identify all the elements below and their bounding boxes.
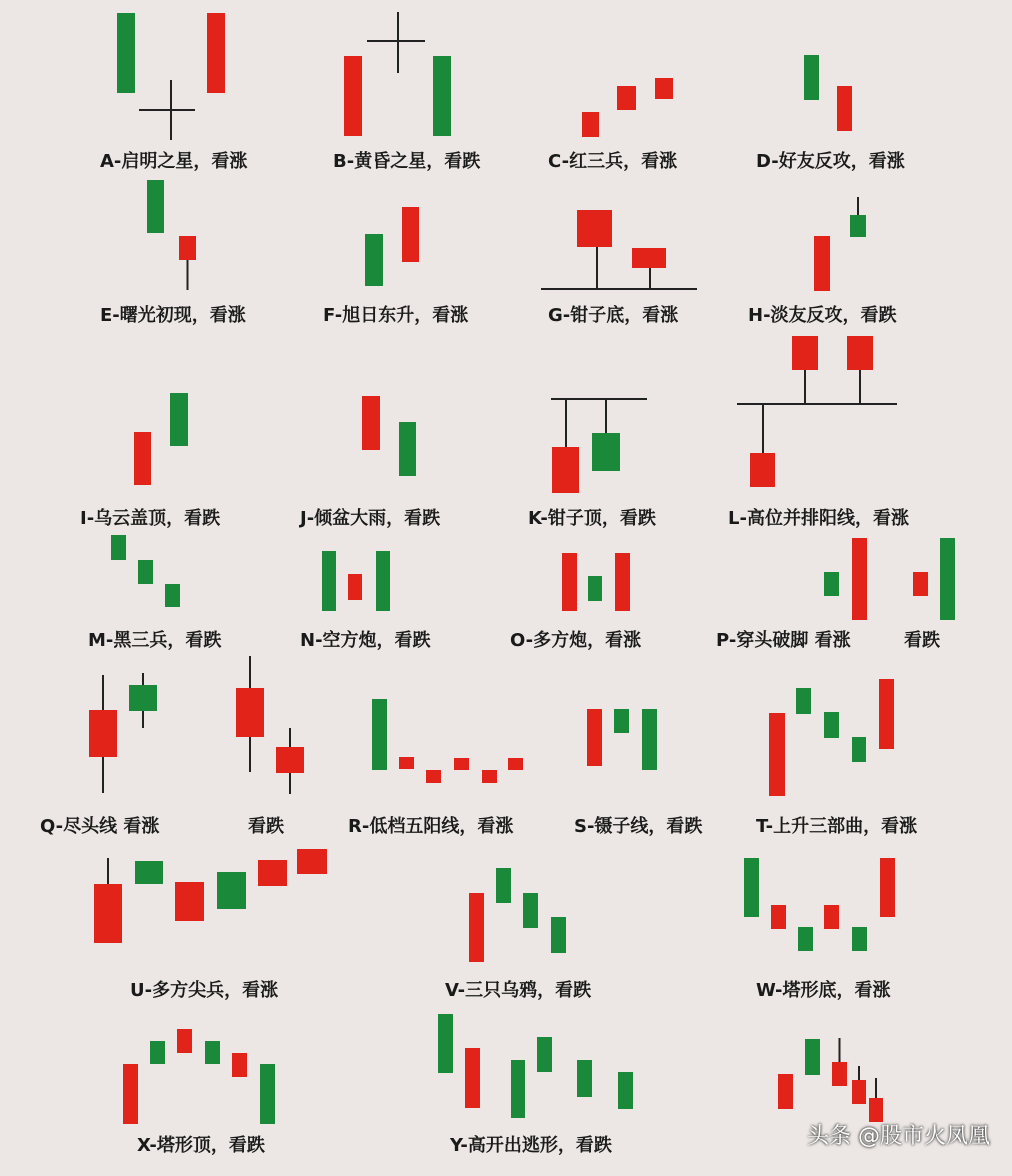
- caption-y: Y-高开出逃形，看跌: [450, 1135, 612, 1156]
- caption-f: F-旭日东升，看涨: [323, 305, 469, 326]
- bullish-candle-r: [454, 758, 469, 770]
- bullish-candle-w: [824, 905, 839, 929]
- bearish-candle-v: [523, 893, 538, 928]
- bearish-candle-w: [798, 927, 813, 951]
- bullish-candle-x: [232, 1053, 247, 1077]
- bullish-candle-a: [207, 13, 225, 93]
- caption-i: I-乌云盖顶，看跌: [80, 508, 221, 529]
- caption-a: A-启明之星，看涨: [100, 151, 248, 172]
- bullish-candle-r: [508, 758, 523, 770]
- bearish-candle-y: [618, 1072, 633, 1109]
- bearish-candle-m: [165, 584, 180, 607]
- bearish-candle-a: [117, 13, 135, 93]
- caption-d: D-好友反攻，看涨: [756, 151, 905, 172]
- bearish-candle-n: [322, 551, 336, 611]
- bearish-candle-x: [150, 1041, 165, 1064]
- bullish-candle-l: [792, 336, 818, 370]
- bearish-candle-x: [205, 1041, 220, 1064]
- bullish-candle-h: [814, 236, 830, 291]
- bullish-candle-q: [236, 688, 264, 737]
- bullish-candle-u: [94, 884, 122, 943]
- watermark: 头条 @股市火凤凰: [807, 1124, 990, 1149]
- bullish-candle-c: [655, 78, 673, 99]
- caption-g: G-钳子底，看涨: [548, 305, 679, 326]
- bullish-candle-z: [852, 1080, 866, 1104]
- caption-m: M-黑三兵，看跌: [88, 630, 222, 651]
- bearish-candle-s: [614, 709, 629, 733]
- bullish-candle-g: [577, 210, 612, 247]
- bearish-candle-d: [804, 55, 819, 100]
- bearish-candle-h: [850, 215, 866, 237]
- bullish-candle-w: [771, 905, 786, 929]
- caption-n: N-空方炮，看跌: [300, 630, 431, 651]
- bearish-candle-o: [588, 576, 602, 601]
- bullish-candle-s: [587, 709, 602, 766]
- bullish-candle-v: [469, 893, 484, 962]
- caption-b: B-黄昏之星，看跌: [333, 151, 481, 172]
- caption-q1: Q-尽头线 看涨: [40, 816, 160, 837]
- bullish-candle-u: [258, 860, 287, 886]
- bullish-candle-t: [879, 679, 894, 749]
- caption-s: S-镊子线，看跌: [574, 816, 703, 837]
- caption-k: K-钳子顶，看跌: [528, 508, 656, 529]
- bullish-candle-d: [837, 86, 852, 131]
- caption-u: U-多方尖兵，看涨: [130, 980, 279, 1001]
- bearish-candle-n: [376, 551, 390, 611]
- bullish-candle-k: [552, 447, 579, 493]
- bullish-candle-c: [582, 112, 599, 137]
- caption-l: L-高位并排阳线，看涨: [728, 508, 909, 529]
- bullish-candle-q: [89, 710, 117, 757]
- caption-t: T-上升三部曲，看涨: [756, 816, 918, 837]
- bullish-candle-u: [297, 849, 327, 874]
- bullish-candle-p: [852, 538, 867, 620]
- bullish-candle-u: [175, 882, 204, 921]
- caption-o: O-多方炮，看涨: [510, 630, 642, 651]
- bearish-candle-b: [433, 56, 451, 136]
- bullish-candle-x: [177, 1029, 192, 1053]
- bearish-candle-j: [399, 422, 416, 476]
- caption-q2: 看跌: [248, 816, 284, 837]
- bullish-candle-i: [134, 432, 151, 485]
- bullish-candle-x: [123, 1064, 138, 1124]
- caption-r: R-低档五阳线，看涨: [348, 816, 514, 837]
- bearish-candle-x: [260, 1064, 275, 1124]
- bullish-candle-j: [362, 396, 380, 450]
- bearish-candle-v: [551, 917, 566, 953]
- caption-x: X-塔形顶，看跌: [137, 1135, 265, 1156]
- bullish-candle-q: [276, 747, 304, 773]
- bullish-candle-c: [617, 86, 636, 110]
- bullish-candle-p: [913, 572, 928, 596]
- bearish-candle-t: [852, 737, 866, 762]
- bearish-candle-k: [592, 433, 620, 471]
- caption-w: W-塔形底，看涨: [756, 980, 891, 1001]
- bearish-candle-f: [365, 234, 383, 286]
- bearish-candle-u: [135, 861, 163, 884]
- bearish-candle-z: [805, 1039, 820, 1075]
- bullish-candle-r: [482, 770, 497, 783]
- bearish-candle-p: [824, 572, 839, 596]
- bearish-candle-y: [577, 1060, 592, 1097]
- bullish-candle-z: [832, 1062, 847, 1086]
- bearish-candle-m: [111, 535, 126, 560]
- bullish-candle-l: [750, 453, 775, 487]
- bearish-candle-y: [511, 1060, 525, 1118]
- caption-c: C-红三兵，看涨: [548, 151, 678, 172]
- bearish-candle-y: [537, 1037, 552, 1072]
- bearish-candle-w: [852, 927, 867, 951]
- bearish-candle-u: [217, 872, 246, 909]
- bullish-candle-o: [615, 553, 630, 611]
- bullish-candle-r: [399, 757, 414, 769]
- caption-e: E-曙光初现，看涨: [100, 305, 246, 326]
- bullish-candle-y: [465, 1048, 480, 1108]
- bearish-candle-w: [744, 858, 759, 917]
- bearish-candle-i: [170, 393, 188, 446]
- bearish-candle-t: [824, 712, 839, 738]
- caption-h: H-淡友反攻，看跌: [748, 305, 897, 326]
- bullish-candle-n: [348, 574, 362, 600]
- bearish-candle-s: [642, 709, 657, 770]
- bullish-candle-b: [344, 56, 362, 136]
- bullish-candle-r: [426, 770, 441, 783]
- bearish-candle-t: [796, 688, 811, 714]
- bullish-candle-z: [778, 1074, 793, 1109]
- caption-p1: P-穿头破脚 看涨: [716, 630, 851, 651]
- bearish-candle-y: [438, 1014, 453, 1073]
- bullish-candle-t: [769, 713, 785, 796]
- bearish-candle-q: [129, 685, 157, 711]
- bearish-candle-e: [147, 180, 164, 233]
- bullish-candle-o: [562, 553, 577, 611]
- caption-p2: 看跌: [904, 630, 940, 651]
- bullish-candle-g: [632, 248, 666, 268]
- bearish-candle-r: [372, 699, 387, 770]
- bullish-candle-e: [179, 236, 196, 260]
- caption-j: J-倾盆大雨，看跌: [300, 508, 441, 529]
- bearish-candle-v: [496, 868, 511, 903]
- bearish-candle-p: [940, 538, 955, 620]
- bullish-candle-w: [880, 858, 895, 917]
- bullish-candle-l: [847, 336, 873, 370]
- bullish-candle-f: [402, 207, 419, 262]
- caption-v: V-三只乌鸦，看跌: [445, 980, 592, 1001]
- bearish-candle-m: [138, 560, 153, 584]
